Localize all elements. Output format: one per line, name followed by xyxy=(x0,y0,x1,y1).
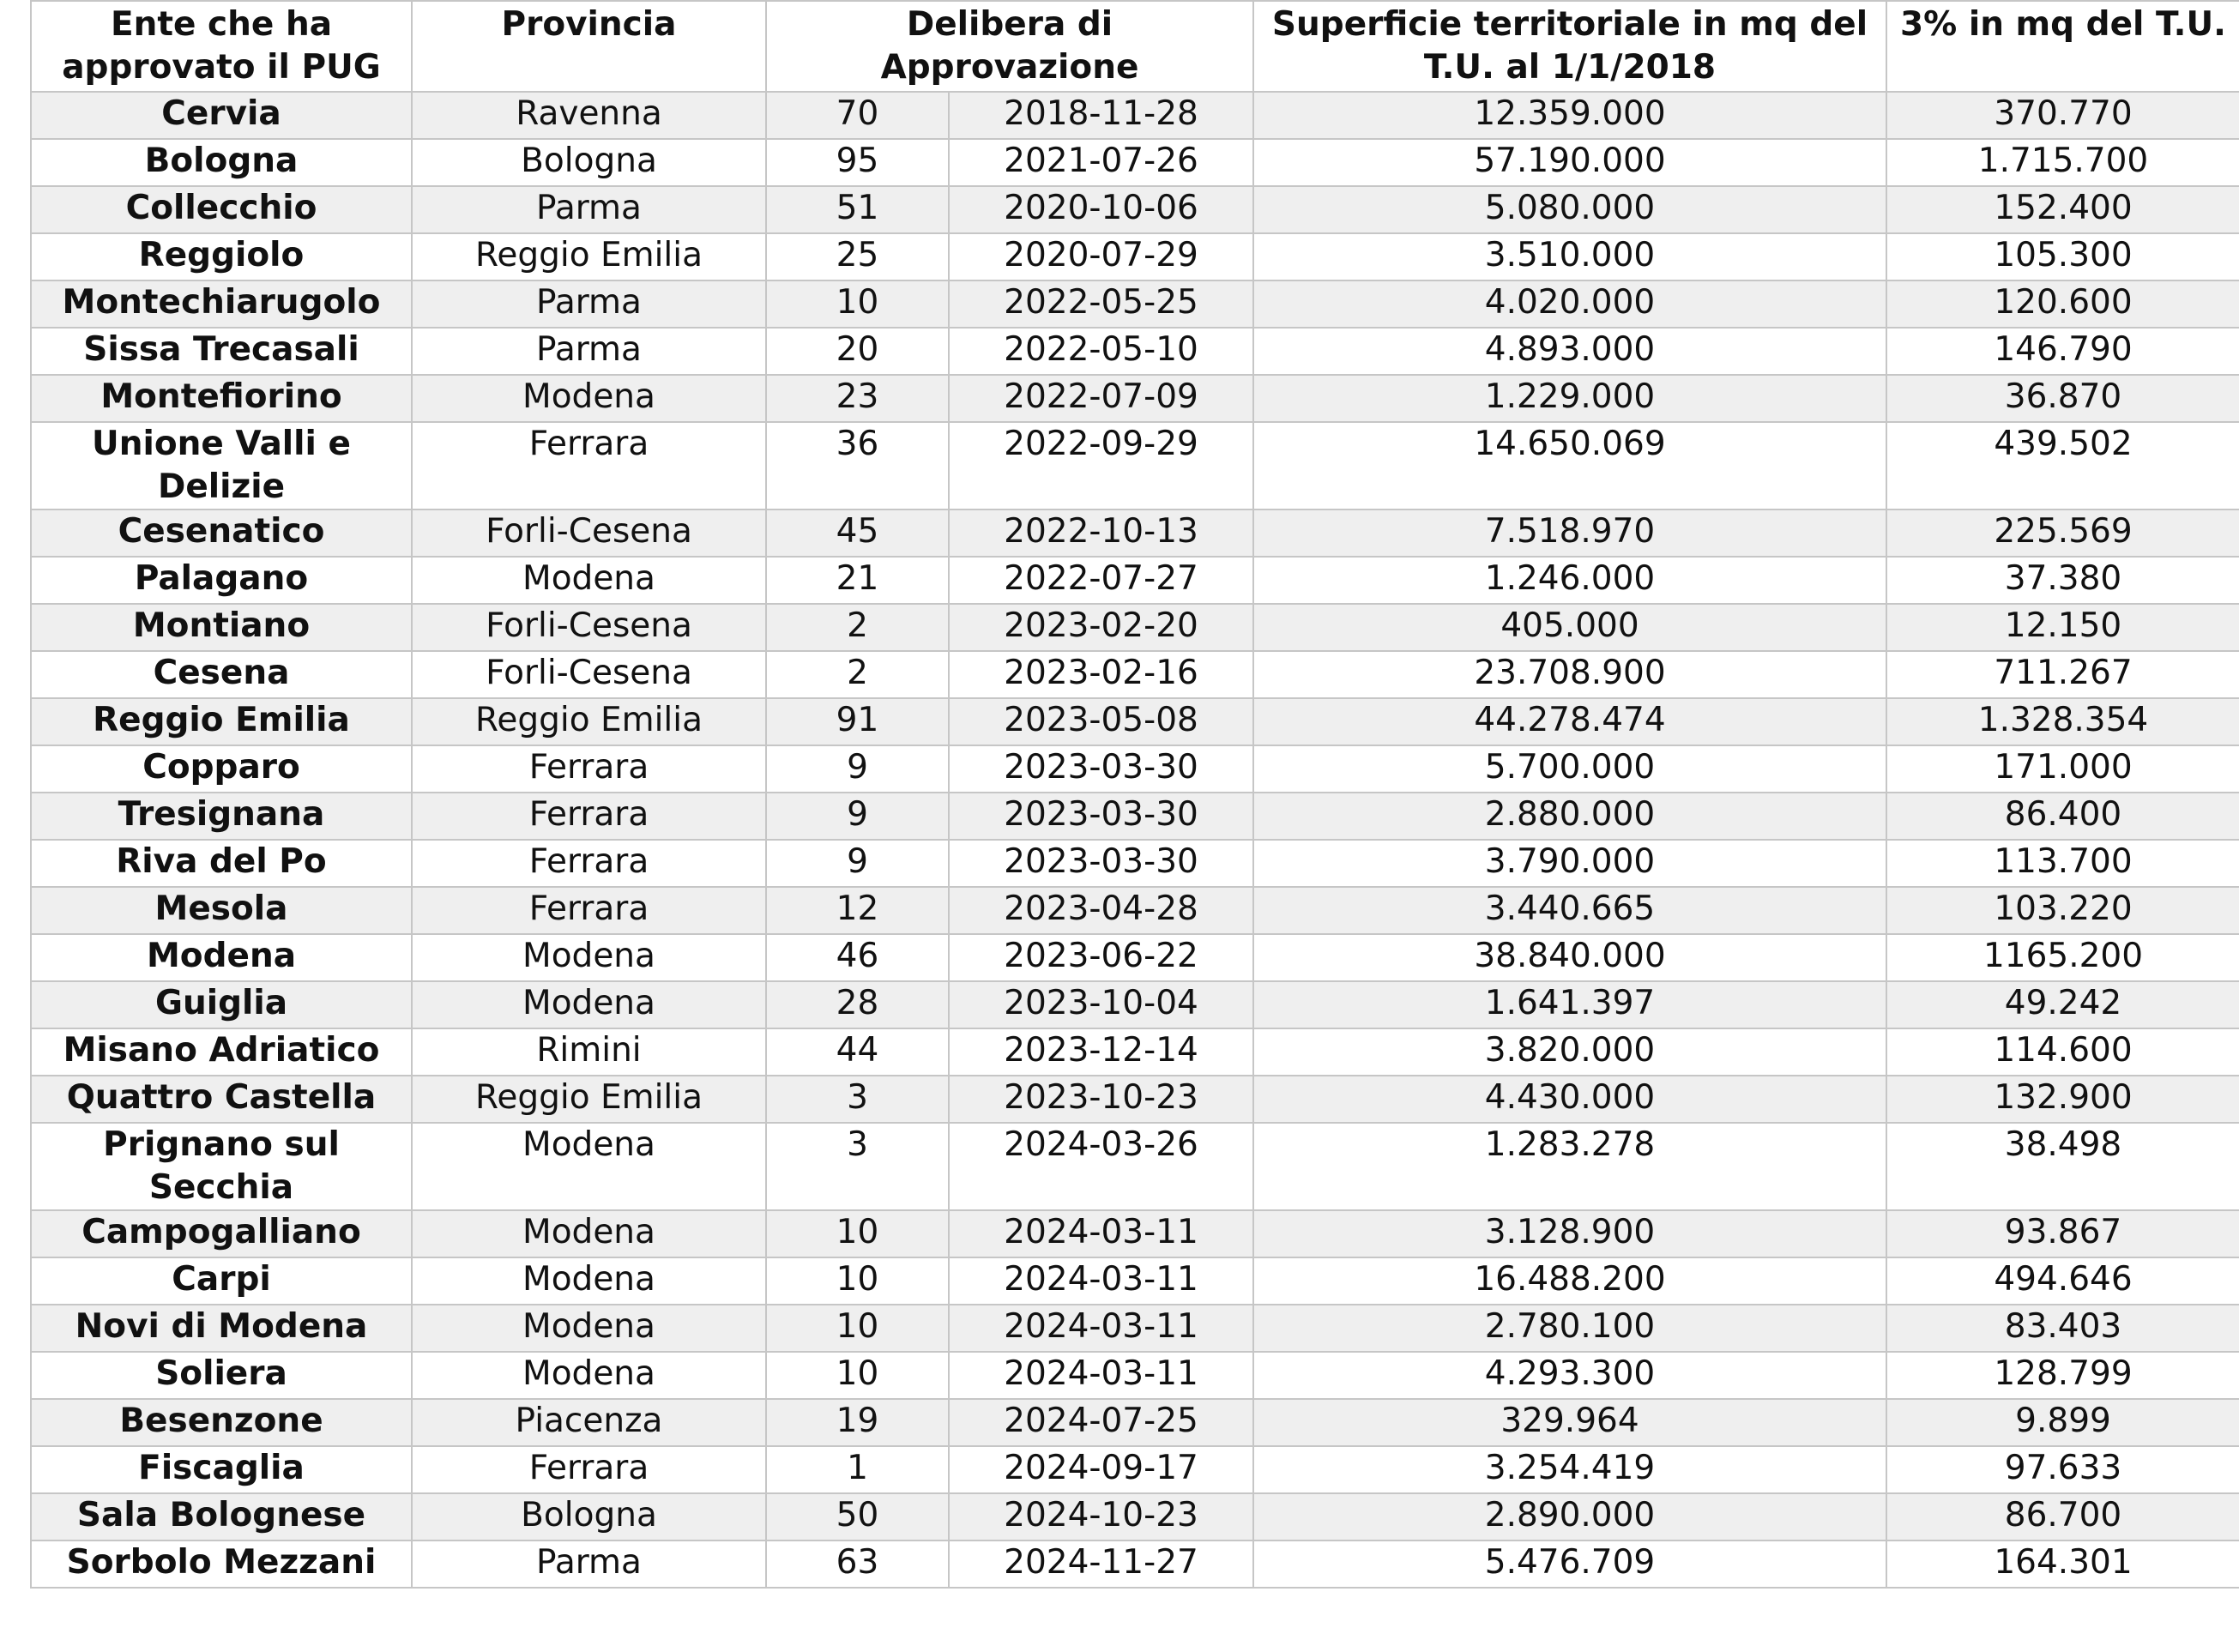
cell-tre-percento: 38.498 xyxy=(1886,1123,2239,1210)
cell-delibera-numero: 45 xyxy=(766,509,949,557)
cell-delibera-data: 2020-07-29 xyxy=(949,233,1253,280)
cell-provincia: Modena xyxy=(412,1210,766,1257)
table-row xyxy=(31,328,2239,375)
cell-tre-percento: 86.700 xyxy=(1886,1493,2239,1540)
cell-ente: Novi di Modena xyxy=(31,1305,412,1352)
cell-provincia: Bologna xyxy=(412,139,766,186)
cell-superficie: 2.880.000 xyxy=(1253,793,1886,840)
cell-delibera-data: 2022-07-09 xyxy=(949,375,1253,422)
header-superficie: Superficie territoriale in mq del T.U. al 1/1/2018 xyxy=(1253,1,1886,92)
cell-ente: Sissa Trecasali xyxy=(31,328,412,375)
cell-superficie: 2.780.100 xyxy=(1253,1305,1886,1352)
header-provincia: Provincia xyxy=(412,1,766,92)
cell-provincia: Modena xyxy=(412,1305,766,1352)
table-row xyxy=(31,1210,2239,1257)
table-row xyxy=(31,698,2239,745)
cell-superficie: 3.128.900 xyxy=(1253,1210,1886,1257)
cell-delibera-data: 2022-07-27 xyxy=(949,557,1253,604)
cell-delibera-data: 2023-10-04 xyxy=(949,981,1253,1028)
cell-superficie: 3.790.000 xyxy=(1253,840,1886,887)
cell-provincia: Reggio Emilia xyxy=(412,233,766,280)
cell-delibera-data: 2023-03-30 xyxy=(949,840,1253,887)
cell-delibera-numero: 46 xyxy=(766,934,949,981)
cell-ente: Campogalliano xyxy=(31,1210,412,1257)
cell-ente: Guiglia xyxy=(31,981,412,1028)
cell-ente: Palagano xyxy=(31,557,412,604)
cell-provincia: Rimini xyxy=(412,1028,766,1076)
table-row xyxy=(31,1257,2239,1305)
cell-ente: Riva del Po xyxy=(31,840,412,887)
cell-delibera-data: 2023-10-23 xyxy=(949,1076,1253,1123)
table-row xyxy=(31,934,2239,981)
table-row xyxy=(31,375,2239,422)
cell-superficie: 3.510.000 xyxy=(1253,233,1886,280)
cell-provincia: Piacenza xyxy=(412,1399,766,1446)
table-body xyxy=(31,92,2239,1588)
cell-ente: Misano Adriatico xyxy=(31,1028,412,1076)
table-row xyxy=(31,280,2239,328)
cell-provincia: Parma xyxy=(412,186,766,233)
cell-delibera-numero: 3 xyxy=(766,1076,949,1123)
cell-tre-percento: 128.799 xyxy=(1886,1352,2239,1399)
cell-delibera-data: 2023-05-08 xyxy=(949,698,1253,745)
cell-delibera-data: 2024-09-17 xyxy=(949,1446,1253,1493)
cell-superficie: 23.708.900 xyxy=(1253,651,1886,698)
cell-ente: Fiscaglia xyxy=(31,1446,412,1493)
header-delibera: Delibera di Approvazione xyxy=(766,1,1253,92)
cell-delibera-numero: 10 xyxy=(766,1305,949,1352)
cell-provincia: Reggio Emilia xyxy=(412,698,766,745)
cell-superficie: 1.229.000 xyxy=(1253,375,1886,422)
cell-delibera-numero: 10 xyxy=(766,1210,949,1257)
table-row xyxy=(31,981,2239,1028)
cell-provincia: Forli-Cesena xyxy=(412,509,766,557)
cell-tre-percento: 113.700 xyxy=(1886,840,2239,887)
cell-delibera-data: 2018-11-28 xyxy=(949,92,1253,139)
cell-ente: Besenzone xyxy=(31,1399,412,1446)
cell-delibera-numero: 9 xyxy=(766,793,949,840)
cell-tre-percento: 9.899 xyxy=(1886,1399,2239,1446)
cell-provincia: Modena xyxy=(412,375,766,422)
cell-ente: Unione Valli e Delizie xyxy=(31,422,412,509)
cell-ente: Reggiolo xyxy=(31,233,412,280)
cell-delibera-numero: 10 xyxy=(766,280,949,328)
cell-delibera-data: 2024-07-25 xyxy=(949,1399,1253,1446)
cell-delibera-data: 2021-07-26 xyxy=(949,139,1253,186)
cell-tre-percento: 164.301 xyxy=(1886,1540,2239,1588)
table-row xyxy=(31,509,2239,557)
cell-ente: Bologna xyxy=(31,139,412,186)
cell-tre-percento: 49.242 xyxy=(1886,981,2239,1028)
cell-delibera-numero: 10 xyxy=(766,1352,949,1399)
cell-superficie: 4.893.000 xyxy=(1253,328,1886,375)
pug-table xyxy=(30,0,2239,1589)
cell-tre-percento: 83.403 xyxy=(1886,1305,2239,1352)
table-row xyxy=(31,1123,2239,1210)
cell-provincia: Parma xyxy=(412,1540,766,1588)
cell-superficie: 14.650.069 xyxy=(1253,422,1886,509)
cell-superficie: 329.964 xyxy=(1253,1399,1886,1446)
cell-delibera-data: 2024-03-26 xyxy=(949,1123,1253,1210)
cell-tre-percento: 1.715.700 xyxy=(1886,139,2239,186)
cell-delibera-data: 2023-04-28 xyxy=(949,887,1253,934)
cell-delibera-numero: 2 xyxy=(766,604,949,651)
cell-delibera-numero: 9 xyxy=(766,840,949,887)
cell-provincia: Parma xyxy=(412,328,766,375)
cell-delibera-data: 2024-03-11 xyxy=(949,1210,1253,1257)
cell-provincia: Modena xyxy=(412,1123,766,1210)
cell-provincia: Modena xyxy=(412,1257,766,1305)
table-row xyxy=(31,887,2239,934)
cell-delibera-numero: 2 xyxy=(766,651,949,698)
cell-provincia: Forli-Cesena xyxy=(412,651,766,698)
table-row xyxy=(31,92,2239,139)
cell-delibera-numero: 23 xyxy=(766,375,949,422)
cell-delibera-numero: 1 xyxy=(766,1446,949,1493)
cell-superficie: 405.000 xyxy=(1253,604,1886,651)
cell-delibera-data: 2023-06-22 xyxy=(949,934,1253,981)
cell-provincia: Modena xyxy=(412,981,766,1028)
table-row xyxy=(31,186,2239,233)
cell-provincia: Ferrara xyxy=(412,1446,766,1493)
cell-superficie: 3.254.419 xyxy=(1253,1446,1886,1493)
table-row xyxy=(31,1028,2239,1076)
cell-provincia: Forli-Cesena xyxy=(412,604,766,651)
cell-tre-percento: 114.600 xyxy=(1886,1028,2239,1076)
table-row xyxy=(31,557,2239,604)
header-tre-percento: 3% in mq del T.U. xyxy=(1886,1,2239,92)
table-row xyxy=(31,1446,2239,1493)
cell-delibera-data: 2022-09-29 xyxy=(949,422,1253,509)
cell-provincia: Ferrara xyxy=(412,793,766,840)
cell-delibera-numero: 21 xyxy=(766,557,949,604)
cell-delibera-numero: 91 xyxy=(766,698,949,745)
cell-ente: Soliera xyxy=(31,1352,412,1399)
cell-provincia: Modena xyxy=(412,934,766,981)
table-row xyxy=(31,1493,2239,1540)
cell-provincia: Ferrara xyxy=(412,745,766,793)
table-row xyxy=(31,651,2239,698)
cell-delibera-data: 2020-10-06 xyxy=(949,186,1253,233)
cell-superficie: 1.246.000 xyxy=(1253,557,1886,604)
cell-ente: Cervia xyxy=(31,92,412,139)
table-header-row xyxy=(31,1,2239,92)
cell-tre-percento: 1165.200 xyxy=(1886,934,2239,981)
cell-delibera-numero: 63 xyxy=(766,1540,949,1588)
cell-delibera-data: 2023-02-16 xyxy=(949,651,1253,698)
cell-tre-percento: 711.267 xyxy=(1886,651,2239,698)
cell-superficie: 1.283.278 xyxy=(1253,1123,1886,1210)
table-row xyxy=(31,793,2239,840)
cell-delibera-numero: 51 xyxy=(766,186,949,233)
cell-superficie: 16.488.200 xyxy=(1253,1257,1886,1305)
cell-ente: Tresignana xyxy=(31,793,412,840)
cell-ente: Sorbolo Mezzani xyxy=(31,1540,412,1588)
table-row xyxy=(31,1076,2239,1123)
cell-delibera-data: 2023-02-20 xyxy=(949,604,1253,651)
cell-ente: Montiano xyxy=(31,604,412,651)
cell-superficie: 44.278.474 xyxy=(1253,698,1886,745)
cell-delibera-data: 2023-03-30 xyxy=(949,793,1253,840)
cell-tre-percento: 152.400 xyxy=(1886,186,2239,233)
cell-tre-percento: 1.328.354 xyxy=(1886,698,2239,745)
cell-superficie: 7.518.970 xyxy=(1253,509,1886,557)
cell-superficie: 4.430.000 xyxy=(1253,1076,1886,1123)
cell-provincia: Bologna xyxy=(412,1493,766,1540)
cell-tre-percento: 132.900 xyxy=(1886,1076,2239,1123)
cell-tre-percento: 171.000 xyxy=(1886,745,2239,793)
cell-delibera-numero: 44 xyxy=(766,1028,949,1076)
cell-delibera-numero: 50 xyxy=(766,1493,949,1540)
cell-superficie: 1.641.397 xyxy=(1253,981,1886,1028)
table-row xyxy=(31,1305,2239,1352)
cell-delibera-numero: 10 xyxy=(766,1257,949,1305)
table-row xyxy=(31,139,2239,186)
table-row xyxy=(31,422,2239,509)
cell-superficie: 3.440.665 xyxy=(1253,887,1886,934)
cell-delibera-numero: 70 xyxy=(766,92,949,139)
cell-ente: Montefiorino xyxy=(31,375,412,422)
cell-delibera-numero: 28 xyxy=(766,981,949,1028)
cell-ente: Collecchio xyxy=(31,186,412,233)
cell-delibera-numero: 9 xyxy=(766,745,949,793)
cell-tre-percento: 370.770 xyxy=(1886,92,2239,139)
cell-delibera-data: 2022-10-13 xyxy=(949,509,1253,557)
cell-ente: Cesenatico xyxy=(31,509,412,557)
cell-ente: Quattro Castella xyxy=(31,1076,412,1123)
cell-ente: Copparo xyxy=(31,745,412,793)
cell-delibera-numero: 36 xyxy=(766,422,949,509)
cell-ente: Montechiarugolo xyxy=(31,280,412,328)
cell-ente: Mesola xyxy=(31,887,412,934)
cell-provincia: Modena xyxy=(412,557,766,604)
table-row xyxy=(31,745,2239,793)
cell-tre-percento: 37.380 xyxy=(1886,557,2239,604)
cell-tre-percento: 146.790 xyxy=(1886,328,2239,375)
cell-delibera-data: 2022-05-10 xyxy=(949,328,1253,375)
cell-tre-percento: 86.400 xyxy=(1886,793,2239,840)
cell-delibera-data: 2022-05-25 xyxy=(949,280,1253,328)
cell-tre-percento: 225.569 xyxy=(1886,509,2239,557)
cell-delibera-data: 2024-03-11 xyxy=(949,1257,1253,1305)
cell-ente: Prignano sul Secchia xyxy=(31,1123,412,1210)
cell-superficie: 4.020.000 xyxy=(1253,280,1886,328)
cell-tre-percento: 494.646 xyxy=(1886,1257,2239,1305)
table-row xyxy=(31,604,2239,651)
cell-delibera-data: 2023-03-30 xyxy=(949,745,1253,793)
cell-delibera-data: 2023-12-14 xyxy=(949,1028,1253,1076)
cell-delibera-data: 2024-03-11 xyxy=(949,1352,1253,1399)
cell-superficie: 12.359.000 xyxy=(1253,92,1886,139)
table-row xyxy=(31,233,2239,280)
cell-delibera-numero: 3 xyxy=(766,1123,949,1210)
cell-provincia: Parma xyxy=(412,280,766,328)
cell-superficie: 4.293.300 xyxy=(1253,1352,1886,1399)
cell-delibera-numero: 95 xyxy=(766,139,949,186)
cell-provincia: Reggio Emilia xyxy=(412,1076,766,1123)
cell-superficie: 3.820.000 xyxy=(1253,1028,1886,1076)
cell-delibera-data: 2024-03-11 xyxy=(949,1305,1253,1352)
table-row xyxy=(31,1540,2239,1588)
cell-delibera-numero: 19 xyxy=(766,1399,949,1446)
cell-ente: Cesena xyxy=(31,651,412,698)
cell-ente: Reggio Emilia xyxy=(31,698,412,745)
cell-tre-percento: 97.633 xyxy=(1886,1446,2239,1493)
cell-provincia: Ferrara xyxy=(412,887,766,934)
cell-tre-percento: 36.870 xyxy=(1886,375,2239,422)
cell-ente: Carpi xyxy=(31,1257,412,1305)
cell-provincia: Modena xyxy=(412,1352,766,1399)
cell-ente: Modena xyxy=(31,934,412,981)
cell-provincia: Ferrara xyxy=(412,422,766,509)
table-row xyxy=(31,1352,2239,1399)
cell-delibera-numero: 20 xyxy=(766,328,949,375)
cell-superficie: 2.890.000 xyxy=(1253,1493,1886,1540)
cell-delibera-data: 2024-10-23 xyxy=(949,1493,1253,1540)
cell-tre-percento: 439.502 xyxy=(1886,422,2239,509)
cell-tre-percento: 103.220 xyxy=(1886,887,2239,934)
table-row xyxy=(31,840,2239,887)
cell-tre-percento: 12.150 xyxy=(1886,604,2239,651)
header-ente: Ente che ha approvato il PUG xyxy=(31,1,412,92)
cell-delibera-numero: 25 xyxy=(766,233,949,280)
cell-superficie: 57.190.000 xyxy=(1253,139,1886,186)
table-row xyxy=(31,1399,2239,1446)
cell-superficie: 38.840.000 xyxy=(1253,934,1886,981)
cell-provincia: Ferrara xyxy=(412,840,766,887)
cell-tre-percento: 120.600 xyxy=(1886,280,2239,328)
cell-superficie: 5.476.709 xyxy=(1253,1540,1886,1588)
cell-provincia: Ravenna xyxy=(412,92,766,139)
cell-ente: Sala Bolognese xyxy=(31,1493,412,1540)
cell-superficie: 5.080.000 xyxy=(1253,186,1886,233)
cell-superficie: 5.700.000 xyxy=(1253,745,1886,793)
cell-tre-percento: 105.300 xyxy=(1886,233,2239,280)
cell-delibera-data: 2024-11-27 xyxy=(949,1540,1253,1588)
cell-delibera-numero: 12 xyxy=(766,887,949,934)
cell-tre-percento: 93.867 xyxy=(1886,1210,2239,1257)
